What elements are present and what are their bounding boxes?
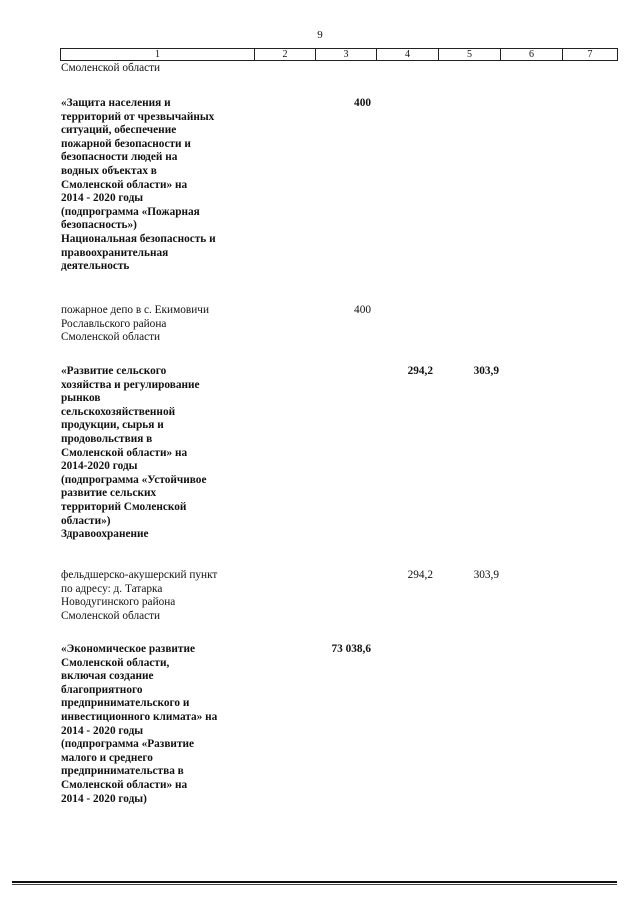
column-header-4: 4	[377, 49, 439, 61]
column-header-1: 1	[61, 49, 255, 61]
row-name: пожарное депо в с. Екимовичи Рославльского района Смоленской области	[61, 304, 209, 344]
footer-divider	[12, 881, 617, 883]
row-value-col3: 400	[354, 304, 371, 316]
row-name: «Экономическое развитие Смоленской области, включая создание благоприятного предпринимательского и инвестиционного климата» на 2014 - 2020 годы (подпрограмма «Развитие малого и среднего предпринимательства в Смоленской области» на 2014 - 2020 годы)	[61, 643, 218, 805]
row-name: «Защита населения и территорий от чрезвычайных ситуаций, обеспечение пожарной безопасности и безопасности людей на водных объектах в Смоленской области» на 2014 - 2020 годы (подпрограмма «Пожарная безопасность») Национальная безопасность и правоохранительная деятельность	[61, 97, 216, 273]
page-number: 9	[317, 29, 323, 41]
column-header-7: 7	[563, 49, 618, 61]
column-header-6: 6	[501, 49, 563, 61]
row-value-col5: 303,9	[473, 569, 499, 581]
row-value-col3: 73 038,6	[331, 643, 371, 655]
row-value-col3: 400	[354, 97, 371, 109]
column-header-2: 2	[255, 49, 316, 61]
row-value-col4: 294,2	[407, 569, 433, 581]
column-header-3: 3	[316, 49, 377, 61]
row-name: фельдшерско-акушерский пункт по адресу: д. Татарка Новодугинского района Смоленской области	[61, 569, 218, 622]
row-value-col5: 303,9	[473, 365, 499, 377]
footer-divider-thin	[12, 884, 617, 885]
column-header-table	[60, 48, 618, 61]
row-name: «Развитие сельского хозяйства и регулирование рынков сельскохозяйственной продукции, сырья и продовольствия в Смоленской области» на 2014-2020 годы (подпрограмма «Устойчивое развитие сельских территорий Смоленской области») Здравоохранение	[61, 365, 207, 541]
row-name: Смоленской области	[61, 62, 161, 74]
row-value-col4: 294,2	[407, 365, 433, 377]
column-header-5: 5	[439, 49, 501, 61]
